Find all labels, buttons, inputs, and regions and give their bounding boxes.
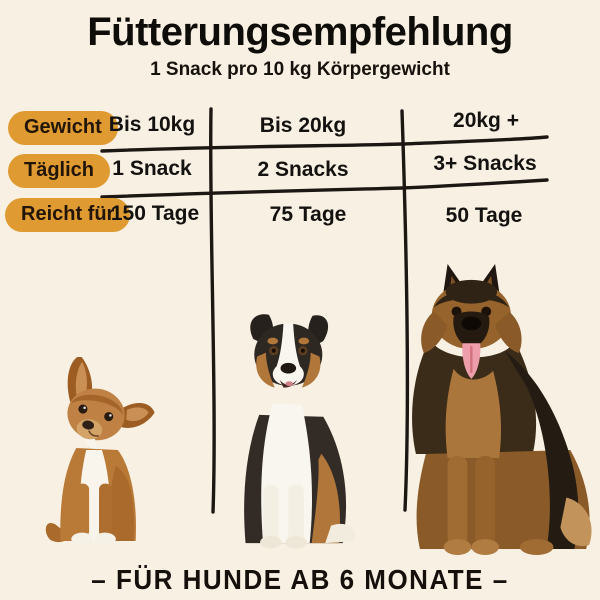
page-title: Fütterungsempfehlung (87, 10, 513, 54)
cell-taeglich-col1: 1 Snack (112, 157, 192, 180)
page-subtitle: 1 Snack pro 10 kg Körpergewicht (150, 59, 450, 80)
medium-dog-photo (226, 306, 372, 549)
vline-col2 (402, 111, 407, 510)
small-dog-body (46, 448, 136, 545)
cell-taeglich-col3: 3+ Snacks (433, 152, 537, 175)
vline-col1 (211, 109, 214, 512)
row-label-reicht-fuer: Reicht für (5, 198, 130, 232)
cell-gewicht-col1: Bis 10kg (108, 113, 196, 136)
cell-reicht-col1: 150 Tage (110, 202, 200, 225)
row-label-taeglich: Täglich (8, 154, 110, 188)
hline-row2 (102, 180, 547, 197)
large-dog-photo (410, 260, 598, 557)
medium-dog-head (250, 314, 328, 387)
hline-row1 (102, 137, 547, 151)
small-dog-photo (40, 357, 160, 545)
cell-taeglich-col2: 2 Snacks (257, 158, 349, 181)
medium-dog-body (244, 403, 355, 548)
cell-reicht-col2: 75 Tage (269, 203, 347, 226)
row-label-gewicht: Gewicht (8, 111, 118, 145)
small-dog-head (56, 357, 160, 458)
large-dog-body (412, 339, 591, 555)
footer-text: – FÜR HUNDE AB 6 MONATE – (91, 563, 509, 596)
cell-gewicht-col3: 20kg + (453, 109, 519, 132)
cell-gewicht-col2: Bis 20kg (259, 114, 347, 137)
cell-reicht-col3: 50 Tage (445, 204, 523, 227)
